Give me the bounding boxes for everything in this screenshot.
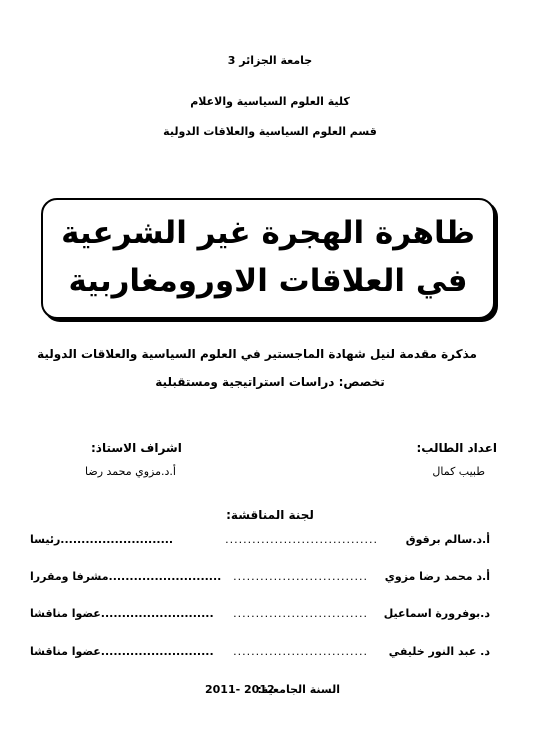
committee-member bbox=[30, 533, 490, 551]
student-label: اعداد الطالب: bbox=[416, 441, 497, 455]
academic-year: 2011- 2012 bbox=[205, 683, 275, 696]
member-role: ...........................عضوا مناقشا bbox=[30, 607, 214, 620]
department-name: قسم العلوم السياسية والعلاقات الدولية bbox=[163, 125, 377, 138]
faculty-name: كلية العلوم السياسية والاعلام bbox=[190, 95, 350, 108]
member-name: أ.د.سالم برقوق bbox=[405, 533, 490, 546]
specialization: تخصص: دراسات استراتيجية ومستقبلية bbox=[155, 375, 385, 389]
thesis-description: مذكرة مقدمة لنيل شهادة الماجستير في العلوم السياسية والعلاقات الدولية bbox=[37, 347, 477, 361]
title-line-1: ظاهرة الهجرة غير الشرعية bbox=[61, 215, 475, 251]
university-name: جامعة الجزائر 3 bbox=[227, 54, 313, 67]
title-box bbox=[41, 198, 495, 319]
committee-member bbox=[30, 570, 490, 588]
member-dots: .............................. bbox=[233, 607, 368, 620]
member-name: أ.د محمد رضا مزوي bbox=[384, 570, 490, 583]
member-role: ...........................عضوا مناقشا bbox=[30, 645, 214, 658]
title-line-2: في العلاقات الاورومغاربية bbox=[68, 263, 468, 299]
academic-year-label: السنة الجامعية: bbox=[257, 683, 340, 696]
member-dots: .................................. bbox=[225, 533, 378, 546]
committee-member bbox=[30, 645, 490, 663]
member-name: د.بوفرورة اسماعيل bbox=[383, 607, 490, 620]
supervisor-label: اشراف الاستاذ: bbox=[91, 441, 182, 455]
member-name: د. عبد النور خليفي bbox=[388, 645, 490, 658]
supervisor-name: أ.د.مزوي محمد رضا bbox=[85, 465, 176, 478]
member-dots: .............................. bbox=[233, 570, 368, 583]
member-dots: .............................. bbox=[233, 645, 368, 658]
committee-member bbox=[30, 607, 490, 625]
member-role: ...........................رئيسا bbox=[30, 533, 174, 546]
committee-label: لجنة المناقشة: bbox=[226, 508, 314, 522]
student-name: طبيب كمال bbox=[432, 465, 485, 478]
member-role: ...........................مشرفا ومقررا bbox=[30, 570, 222, 583]
